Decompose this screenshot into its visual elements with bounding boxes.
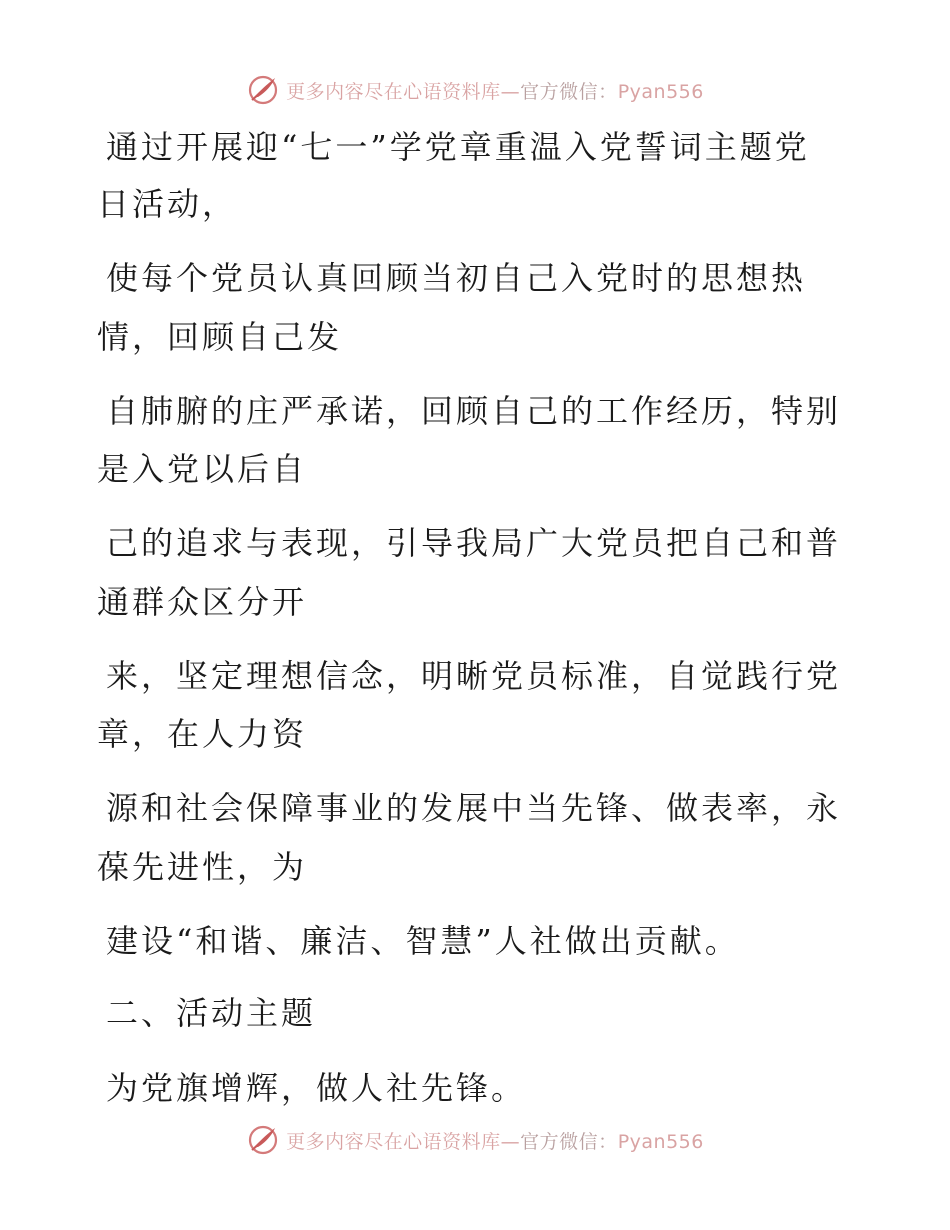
wechat-id: Pyan556 (617, 80, 704, 103)
body-line: 为党旗增辉，做人社先锋。 (106, 1069, 527, 1107)
body-line: 使每个党员认真回顾当初自己入党时的思想热 (106, 259, 807, 297)
body-line: 来，坚定理想信念，明晰党员标准，自觉践行党 (106, 657, 842, 695)
body-line: 建设“和谐、廉洁、智慧”人社做出贡献。 (106, 922, 740, 960)
body-line: 自肺腑的庄严承诺，回顾自己的工作经历，特别 (106, 392, 842, 430)
body-line: 通过开展迎“七一”学党章重温入党誓词主题党 (106, 128, 810, 166)
body-line: 葆先进性，为 (97, 848, 308, 886)
banner-text: 更多内容尽在心语资料库— (286, 1130, 521, 1153)
quill-logo-icon (246, 1123, 280, 1157)
footer-watermark-banner (0, 1120, 950, 1160)
body-line: 源和社会保障事业的发展中当先锋、做表率，永 (106, 789, 842, 827)
body-line: 通群众区分开 (97, 583, 308, 621)
body-line: 己的追求与表现，引导我局广大党员把自己和普 (106, 524, 842, 562)
banner-text: 更多内容尽在心语资料库— (286, 80, 521, 103)
wechat-label: 官方微信： (520, 80, 618, 103)
body-line: 日活动， (97, 185, 238, 223)
wechat-label: 官方微信： (520, 1130, 618, 1153)
section-heading: 二、活动主题 (106, 994, 317, 1032)
wechat-id: Pyan556 (617, 1130, 704, 1153)
body-line: 是入党以后自 (97, 450, 308, 488)
body-line: 情，回顾自己发 (97, 318, 343, 356)
body-line: 章，在人力资 (97, 715, 308, 753)
